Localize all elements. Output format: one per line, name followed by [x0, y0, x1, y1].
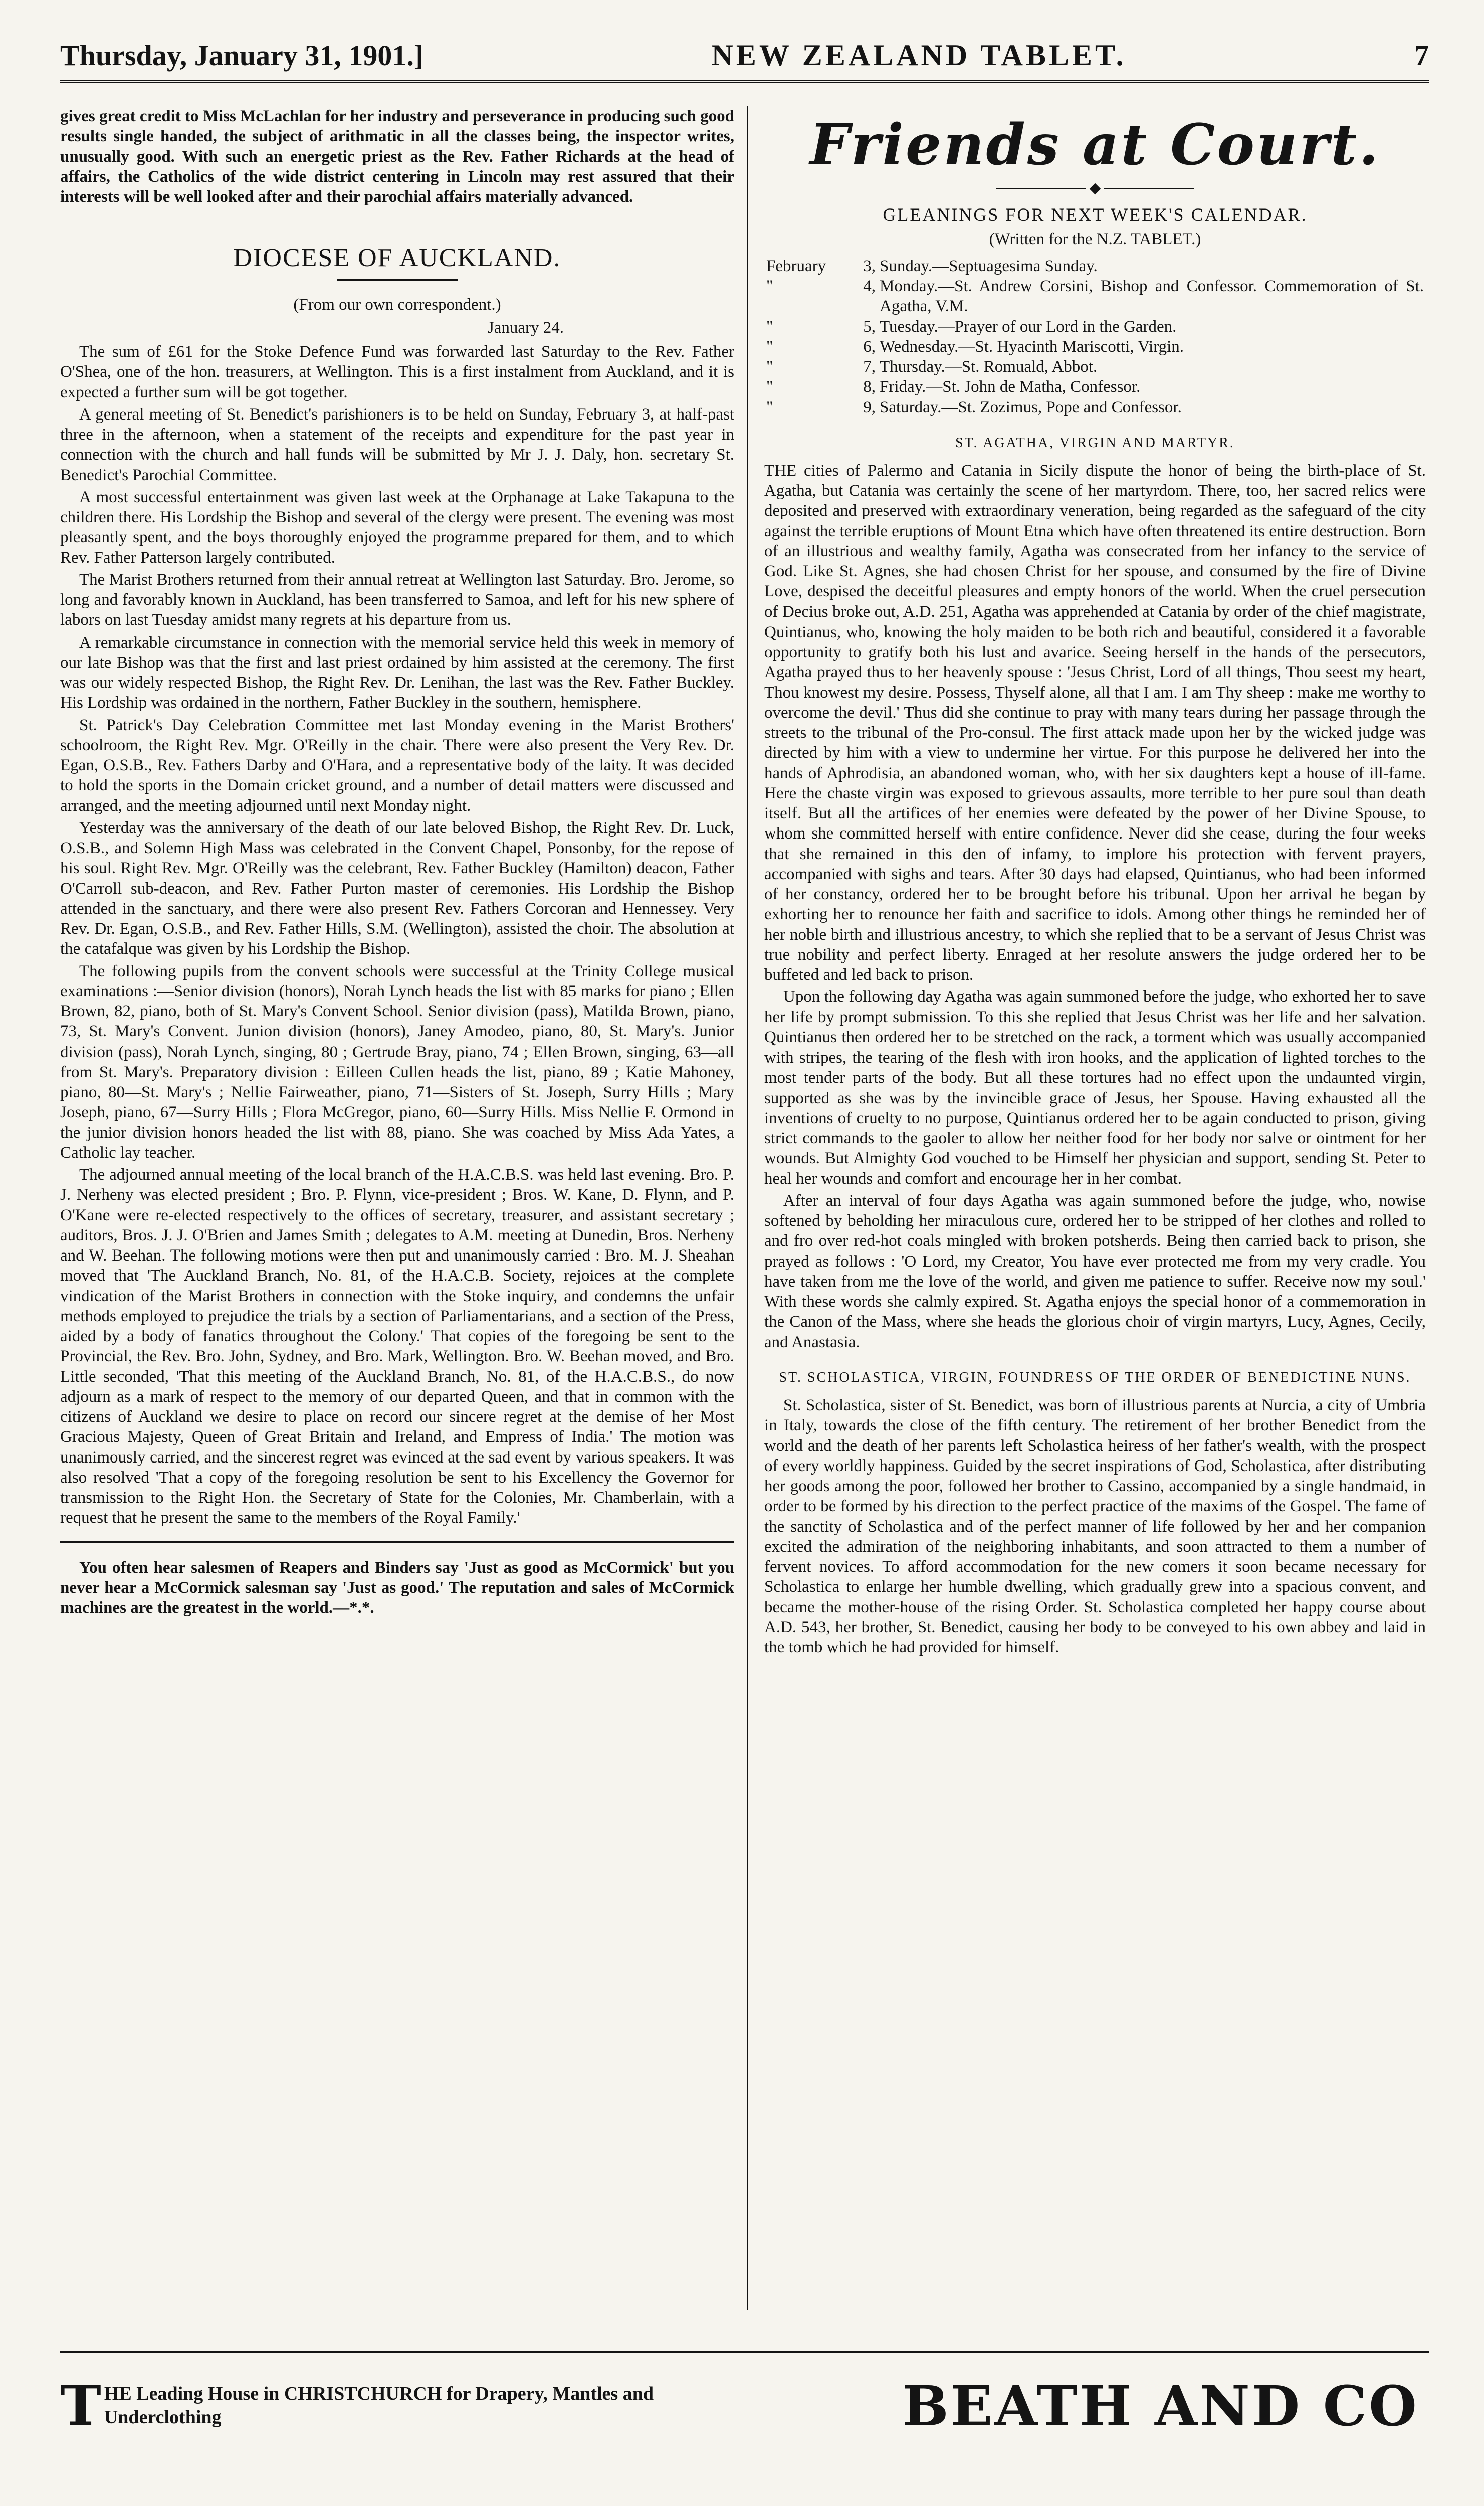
calendar-month: " — [766, 398, 773, 416]
calendar-table — [764, 256, 1426, 417]
article-paragraph: The Marist Brothers returned from their annual retreat at Wellington last Saturday. Bro. Jerome, so long and favorably known in Auckland, has been transferred to Samoa, and left for his new sphere of labors on last Tuesday amidst many regrets at his departure from us. — [60, 570, 734, 630]
calendar-row — [764, 357, 1426, 377]
footer-advertisement — [60, 2351, 1429, 2458]
column-divider — [747, 106, 748, 2310]
calendar-day: 7, — [863, 358, 876, 376]
article-paragraph: A general meeting of St. Benedict's parishioners is to be held on Sunday, February 3, at half-past three in the afternoon, when a statement of the receipts and expenditure for the past year in connection with the church and hall funds will be submitted by Mr J. J. Daly, hon. secretary St. Benedict's Parochial Committee. — [60, 405, 734, 484]
advert-line: HE Leading House in CHRISTCHURCH for Drapery, Mantles and — [104, 2383, 654, 2404]
article-paragraph: St. Patrick's Day Celebration Committee met last Monday evening in the Marist Brothers' schoolroom, the Right Rev. Mgr. O'Reilly in the chair. There were also present the Very Rev. Dr. Egan, O.S.B., Rev. Fathers Darby and O'Hara, and a representative body of the laity. It was decided to hold the sports in the Domain cricket ground, and a number of detail matters were discussed and arranged, and the meeting adjourned until next Monday night. — [60, 716, 734, 815]
article-paragraph: A remarkable circumstance in connection with the memorial service held this week in memory of our late Bishop was that the first and last priest ordained by him assisted at the ceremony. The first was our widely respected Bishop, the Right Rev. Dr. Lenihan, the last was the Rev. Father Buckley. His Lordship was ordained in the northern, Father Buckley in the southern, hemisphere. — [60, 633, 734, 712]
calendar-month: " — [766, 378, 773, 396]
gleanings-heading: GLEANINGS FOR NEXT WEEK'S CALENDAR. — [883, 204, 1308, 225]
calendar-row — [764, 276, 1426, 317]
calendar-month: February — [766, 257, 826, 275]
calendar-day: 8, — [863, 378, 876, 396]
drop-cap: T — [60, 2373, 101, 2438]
calendar-day: 3, — [863, 257, 876, 275]
calendar-entry: Sunday.—Septuagesima Sunday. — [880, 257, 1098, 275]
section-title: DIOCESE OF AUCKLAND. — [233, 244, 561, 273]
agatha-paragraph: THE cities of Palermo and Catania in Sicily dispute the honor of being the birth-place of St. Agatha, but Catania was certainly the scene of her martyrdom. There, too, her sacred relics were deposited and preserved with extraordinary veneration, being regarded as the safeguard of the city against the terrible eruptions of Mount Etna which have often threatened its entire destruction. Born of an illustrious and wealthy family, Agatha was consecrated from her infancy to the service of God. Like St. Agnes, she had chosen Christ for her spouse, and consumed by the fire of Divine Love, despised the deceitful pleasures and empty honors of the world. When the cruel persecution of Decius broke out, A.D. 251, Agatha was apprehended at Catania by order of the chief magistrate, Quintianus, who, knowing the holy maiden to be both rich and beautiful, considered it a favorable opportunity to gratify both his lust and avarice. Seeing herself in the hands of the persecutors, Agatha prayed thus to her heavenly spouse : 'Jesus Christ, Lord of all things, Thou seest my heart, Thou knowest my desire. Possess, Thyself alone, all that I am. I am Thy sheep : make me worthy to overcome the devil.' Thus did she continue to pray with many tears during her passage through the streets to the tribunal of the Pro-consul. The first attack made upon her by the wicked judge was directed by him with a view to undermine her virtue. For this purpose he delivered her into the hands of Aphrodisia, an abandoned woman, who, with her six daughters kept a house of ill-fame. Here the chaste virgin was exposed to grievous assaults, more terrible to her pure soul than death itself. But all the artifices of her enemies were defeated by the power of her Divine Spouse, to whom she committed herself with entire confidence. Never did she cease, during the four weeks that she remained in this den of infamy, to implore his protection with fervent prayers, accompanied with sighs and tears. After 30 days had elapsed, Quintianus, who had been informed of her constancy, ordered her to be brought before his tribunal. Upon her arrival he began by exhorting her to renounce her faith and sacrifice to idols. Among other things he reminded her of her noble birth and illustrious ancestry, to which she replied that to be a servant of Jesus Christ was true nobility and perfect liberty. Enraged at her resolute answers the judge ordered her to be buffeted and led back to prison. — [764, 461, 1426, 984]
friends-at-court-title: Friends at Court. — [809, 112, 1381, 178]
mccormick-advert: You often hear salesmen of Reapers and Binders say 'Just as good as McCormick' but you never hear a McCormick salesman say 'Just as good.' The reputation and sales of McCormick machines are the greatest in the world.—*.*. — [60, 1558, 734, 1617]
calendar-row — [764, 256, 1426, 276]
article-paragraph: The following pupils from the convent schools were successful at the Trinity College musical examinations :—Senior division (honors), Norah Lynch heads the list with 85 marks for piano ; Ellen Brown, 82, piano, both of St. Mary's Convent School. Senior division (pass), Matilda Brown, piano, 73, St. Mary's Convent. Junion division (honors), Janey Amodeo, piano, 80, St. Mary's. Junior division (pass), Norah Lynch, singing, 80 ; Gertrude Bray, piano, 74 ; Ellen Brown, singing, 63—all from St. Mary's. Preparatory division : Eilleen Cullen heads the list, piano, 89 ; Katie Mahoney, piano, 80—St. Mary's ; Nellie Fairweather, piano, 71—Sisters of St. Joseph, Surry Hills ; Mary Joseph, piano, 67—Surry Hills ; Flora McGregor, piano, 60—Surry Hills. Miss Nellie F. Ormond in the junior division honors headed the list with 88, piano. She was coached by Miss Ada Yates, a Catholic lay teacher. — [60, 962, 734, 1162]
calendar-entry: Tuesday.—Prayer of our Lord in the Garden. — [880, 317, 1177, 336]
calendar-entry: Thursday.—St. Romuald, Abbot. — [880, 358, 1098, 376]
calendar-month: " — [766, 337, 773, 356]
written-for-line: (Written for the N.Z. TABLET.) — [989, 230, 1201, 248]
advert-line: Underclothing — [104, 2407, 222, 2428]
agatha-heading: ST. AGATHA, VIRGIN AND MARTYR. — [955, 435, 1235, 451]
article-paragraph: The adjourned annual meeting of the local branch of the H.A.C.B.S. was held last evening. Bro. P. J. Nerheny was elected president ; Bro. P. Flynn, vice-president ; Bros. W. Kane, D. Flynn, and P. O'Kane were re-elected respectively to the offices of secretary, treasurer, and assistant secretary ; auditors, Bros. J. J. O'Brien and James Smith ; delegates to A.M. meeting at Dunedin, Bros. Nerheny and W. Beehan. The following motions were then put and unanimously carried : Bro. M. J. Sheahan moved that 'The Auckland Branch, No. 81, of the H.A.C.B. Society, rejoices at the complete vindication of the Marist Brothers in connection with the Stoke inquiry, and condemns the unfair methods employed to prejudice the trials by a section of Parliamentarians, and a section of the Press, aided by a body of fanatics throughout the Colony.' That copies of the foregoing be sent to the Provincial, the Rev. Bro. John, Sydney, and Bro. Mark, Wellington. Bro. W. Beehan moved, and Bro. Little seconded, 'That this meeting of the Auckland Branch, No. 81, of the H.A.C.B.S., do now adjourn as a mark of respect to the memory of our departed Queen, and that in common with the citizens of Auckland we desire to place on record our sincere regret at the demise of her Most Gracious Majesty, Queen of Great Britain and Ireland, and Empress of India.' The motion was unanimously carried, and the sincerest regret was evinced at the sad event by various speakers. It was also resolved 'That a copy of the foregoing resolution be sent to his Excellency the Governor for transmission to the Right Hon. the Secretary of State for the Colonies, Mr. Chamberlain, with a request that he present the same to the members of the Royal Family.' — [60, 1166, 734, 1527]
issue-date: Thursday, January 31, 1901.] — [60, 39, 424, 72]
section-separator — [60, 1541, 734, 1543]
left-column — [60, 106, 734, 2320]
article-paragraph: A most successful entertainment was given last week at the Orphanage at Lake Takapuna to the children there. His Lordship the Bishop and several of the clergy were present. The evening was most pleasantly spent, and the boys thoroughly enjoyed the programme prepared for them, and to which Rev. Father Patterson largely contributed. — [60, 488, 734, 567]
article-paragraph: Yesterday was the anniversary of the death of our late beloved Bishop, the Right Rev. Dr. Luck, O.S.B., and Solemn High Mass was celebrated in the Convent Chapel, Ponsonby, for the repose of his soul. Right Rev. Mgr. O'Reilly was the celebrant, Rev. Father Buckley (Hamilton) deacon, Father O'Carroll sub-deacon, and Rev. Father Purton master of ceremonies. His Lordship the Bishop attended in the sanctuary, and there were also present Rev. Fathers Corcoran and Hennessey. Very Rev. Dr. Egan, O.S.B., and Rev. Father Hills, S.M. (Wellington), assisted the choir. The absolution at the catafalque was given by his Lordship the Bishop. — [60, 818, 734, 958]
page-header — [60, 30, 1429, 83]
agatha-paragraph: Upon the following day Agatha was again summoned before the judge, who exhorted her to save her life by prompt submission. To this she replied that Jesus Christ was her life and her salvation. Quintianus then ordered her to be stretched on the rack, a torment which was usually accompanied with stripes, the tearing of the flesh with iron hooks, and the application of lighted torches to the most tender parts of the body. But all these tortures had no effect upon the undaunted virgin, supported as she was by the invincible grace of Jesus, her Spouse. Having exhausted all the inventions of cruelty to no purpose, Quintianus ordered her to be again conducted to prison, giving strict commands to the gaoler to allow her neither food for her body nor salve or ointment for her wounds. But Almighty God vouched to be Himself her physician and support, sending St. Peter to heal her wounds and comfort and encourage her in her combat. — [764, 988, 1426, 1188]
scholastica-paragraph: St. Scholastica, sister of St. Benedict, was born of illustrious parents at Nurcia, a city of Umbria in Italy, towards the close of the fifth century. The retirement of her brother Benedict from the world and the death of her parents left Scholastica heiress of her father's wealth, with the prospect of every worldly happiness. Guided by the secret inspirations of God, Scholastica, after distributing her goods among the poor, followed her brother to Cassino, accompanied by a single handmaid, in order to be formed by his direction to the perfect practice of the maxims of the Gospel. The fame of the sanctity of Scholastica and of the perfect manner of life followed by her and her companion excited the admiration of the neighboring inhabitants, and soon attracted to them a number of fervent novices. To afford accommodation for the new comers it soon became necessary for Scholastica to enlarge her humble dwelling, which gradually grew into a spacious convent, and became the mother-house of the rising Order. St. Scholastica completed her happy course about A.D. 543, her brother, St. Benedict, causing her body to be conveyed to his own abbey and laid in the tomb which he had provided for himself. — [764, 1396, 1426, 1657]
dateline: January 24. — [487, 318, 564, 337]
correspondent-line: (From our own correspondent.) — [293, 295, 501, 314]
diamond-ornament — [1090, 183, 1101, 194]
scholastica-heading: ST. SCHOLASTICA, VIRGIN, FOUNDRESS OF THE ORDER OF BENEDICTINE NUNS. — [779, 1369, 1411, 1385]
calendar-entry: Wednesday.—St. Hyacinth Mariscotti, Virgin. — [880, 337, 1184, 356]
calendar-row — [764, 377, 1426, 397]
calendar-month: " — [766, 358, 773, 376]
title-rule — [337, 279, 458, 281]
calendar-row — [764, 397, 1426, 417]
brand-name: BEATH AND CO — [902, 2373, 1419, 2438]
calendar-entry: Monday.—St. Andrew Corsini, Bishop and Confessor. Commemoration of St. Agatha, V.M. — [880, 277, 1424, 316]
calendar-month: " — [766, 317, 773, 336]
calendar-row — [764, 317, 1426, 337]
calendar-day: 9, — [863, 398, 876, 416]
article-paragraph: The sum of £61 for the Stoke Defence Fund was forwarded last Saturday to the Rev. Father O'Shea, one of the hon. treasurers, at Wellington. This is a first instalment from Auckland, and it is expected a further sum will be got together. — [60, 343, 734, 401]
page-number: 7 — [1414, 39, 1429, 72]
drapery-advert — [60, 2373, 654, 2438]
paper-title: NEW ZEALAND TABLET. — [711, 38, 1127, 72]
diamond-rule — [764, 185, 1426, 193]
right-column — [764, 106, 1426, 2320]
calendar-day: 4, — [863, 277, 876, 296]
calendar-entry: Friday.—St. John de Matha, Confessor. — [880, 378, 1141, 396]
calendar-day: 5, — [863, 317, 876, 336]
agatha-paragraph: After an interval of four days Agatha was again summoned before the judge, who, nowise softened by beholding her miraculous cure, ordered her to be stripped of her clothes and rolled to and fro over red-hot coals mingled with broken potsherds. Being then carried back to prison, she prayed as follows : 'O Lord, my Creator, You have ever protected me from my very cradle. You have taken from me the love of the world, and given me patience to suffer. Receive now my soul.' With these words she calmly expired. St. Agatha enjoys the special honor of a commemoration in the Canon of the Mass, where she heads the glorious choir of virgin martyrs, Lucy, Agnes, Cecily, and Anastasia. — [764, 1191, 1426, 1351]
calendar-row — [764, 337, 1426, 357]
calendar-entry: Saturday.—St. Zozimus, Pope and Confessor. — [880, 398, 1182, 416]
calendar-month: " — [766, 277, 773, 296]
intro-paragraph: gives great credit to Miss McLachlan for her industry and perseverance in producing such good results single handed, the subject of arithmatic in all the classes being, the inspector writes, unusually good. With such an energetic priest as the Rev. Father Richards at the head of affairs, the Catholics of the wide district centering in Lincoln may rest assured that their interests will be well looked after and their parochial affairs materially advanced. — [60, 107, 734, 206]
calendar-day: 6, — [863, 337, 876, 356]
